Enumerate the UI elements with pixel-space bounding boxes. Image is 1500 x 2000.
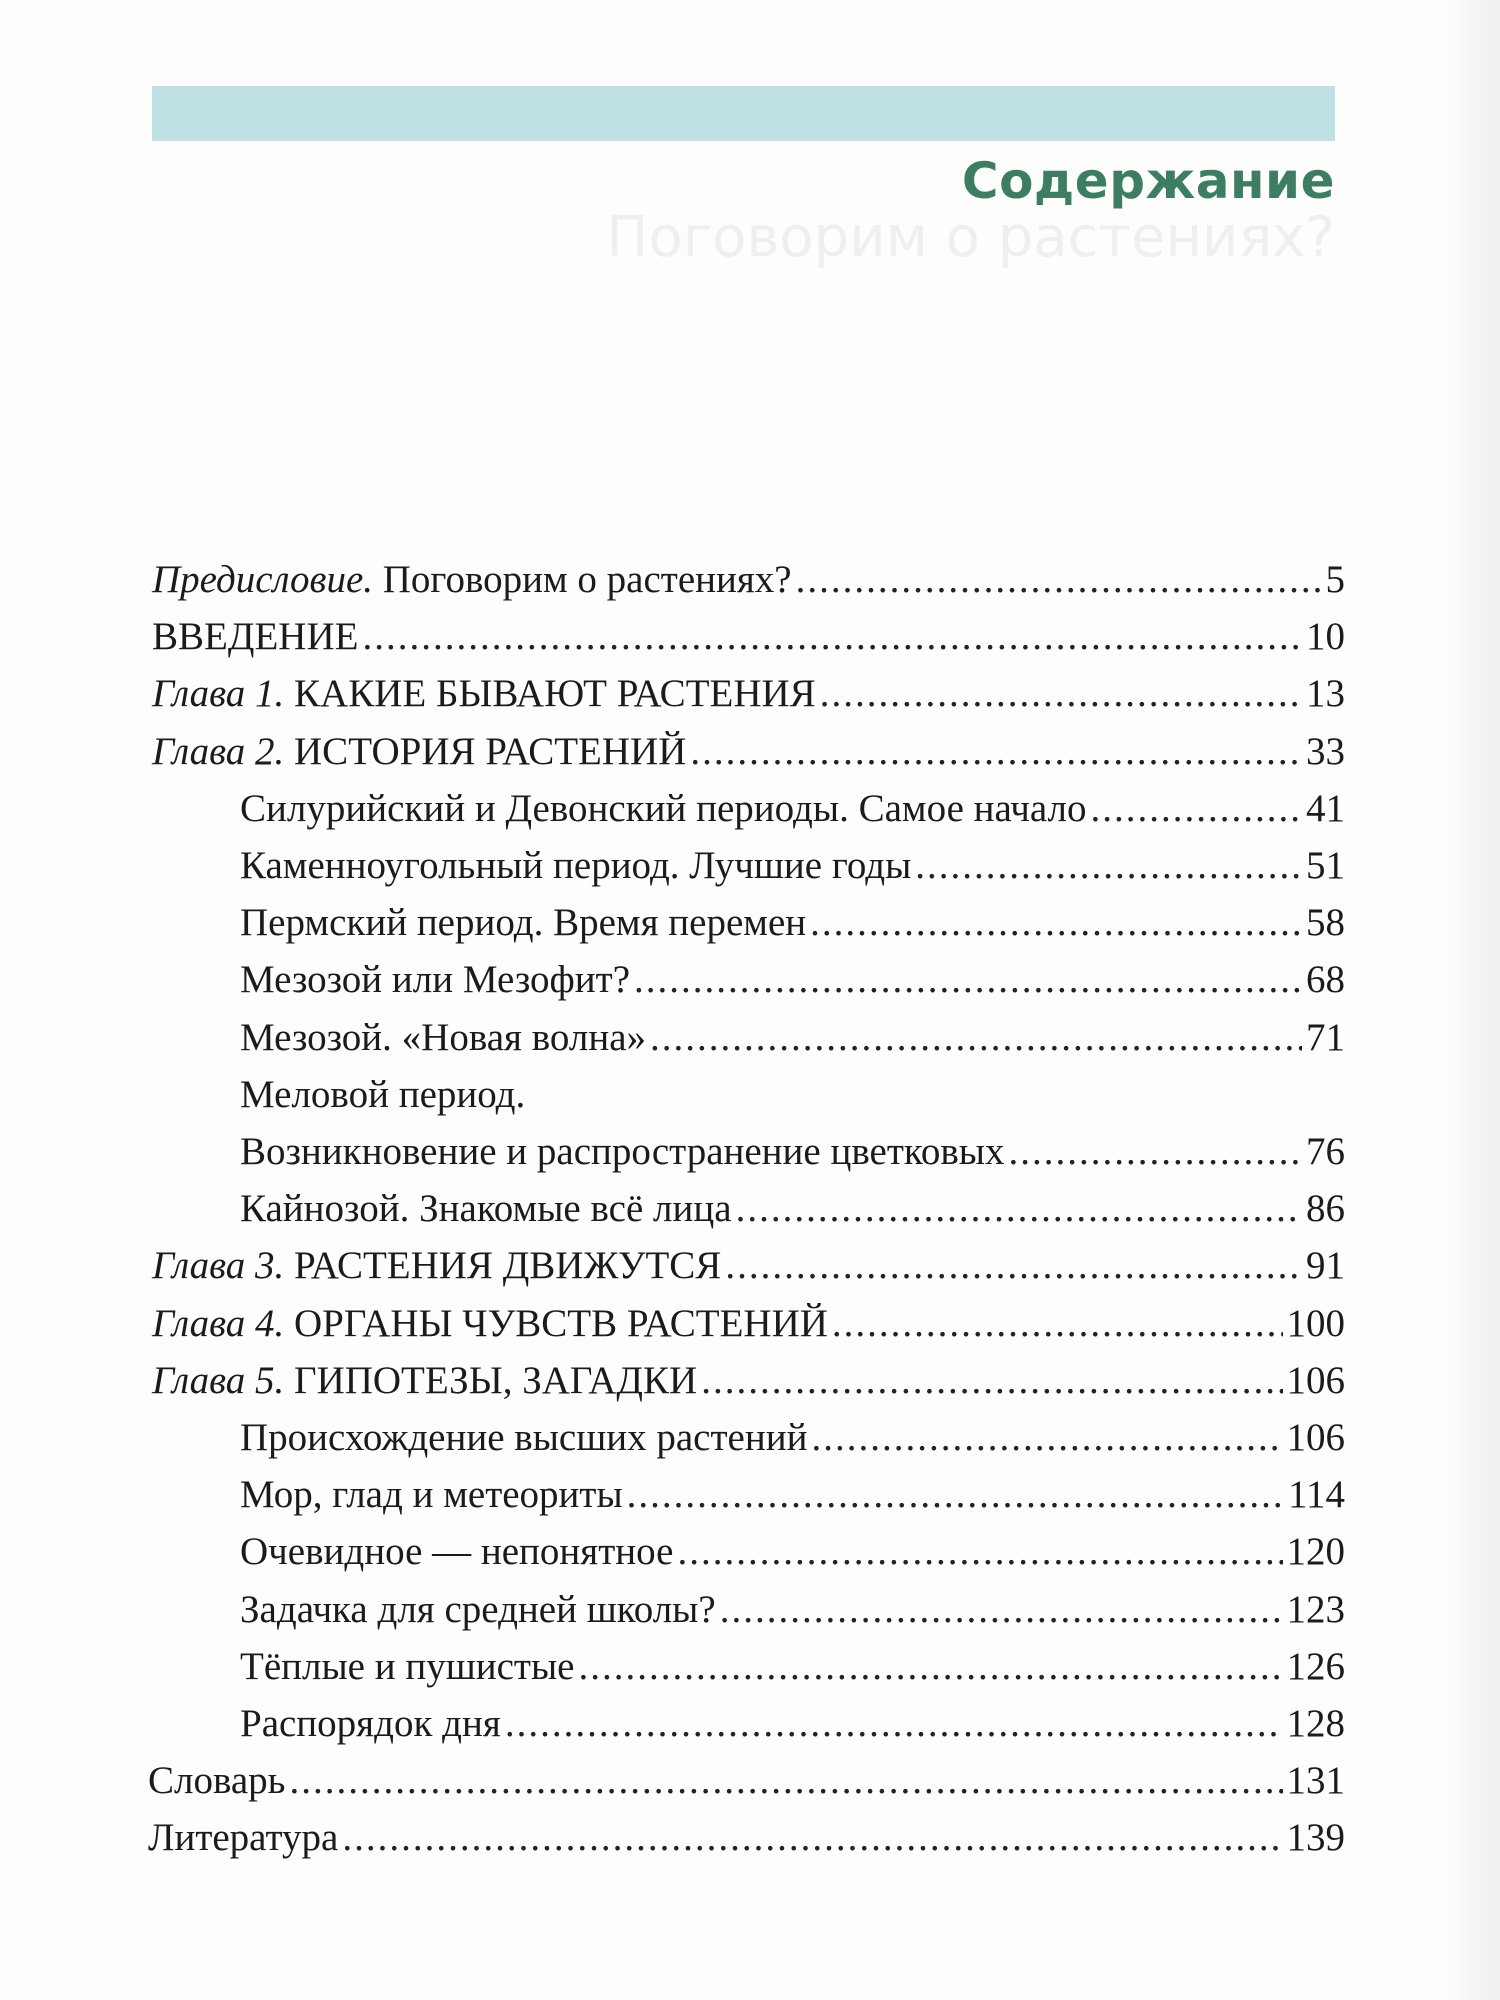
toc-entry[interactable] xyxy=(240,895,1345,951)
toc-entry[interactable] xyxy=(152,1238,1345,1294)
dot-leader xyxy=(690,724,1302,780)
toc-entry[interactable] xyxy=(240,781,1345,837)
toc-entry-title: Литература xyxy=(148,1816,339,1860)
toc-entry[interactable] xyxy=(240,1582,1345,1638)
dot-leader xyxy=(342,1810,1282,1866)
toc-entry-page-number: 58 xyxy=(1306,901,1345,945)
toc-entry-page-number: 114 xyxy=(1287,1473,1345,1517)
toc-entry-page-number: 106 xyxy=(1286,1416,1345,1459)
toc-entry-title: Мор, глад и метеориты xyxy=(240,1473,623,1517)
dot-leader xyxy=(289,1753,1282,1809)
toc-entry-prefix: Глава 2. xyxy=(152,729,285,773)
toc-entry[interactable] xyxy=(148,1810,1345,1866)
dot-leader xyxy=(796,552,1322,608)
scan-edge-shadow xyxy=(1440,0,1500,2000)
toc-entry-title: Тёплые и пушистые xyxy=(240,1644,575,1688)
dot-leader xyxy=(810,895,1302,951)
dot-leader xyxy=(725,1238,1302,1294)
toc-entry-title: Каменноугольный период. Лучшие годы xyxy=(240,844,912,887)
toc-entry-title: Очевидное — непонятное xyxy=(240,1530,674,1574)
toc-entry[interactable] xyxy=(152,666,1345,722)
header-color-band xyxy=(152,86,1335,141)
toc-entry[interactable] xyxy=(240,1124,1345,1180)
dot-leader xyxy=(720,1582,1283,1638)
dot-leader xyxy=(832,1296,1283,1352)
toc-entry-page-number: 126 xyxy=(1286,1644,1345,1688)
toc-entry-title: Пермский период. Время перемен xyxy=(240,901,807,945)
toc-entry-title: Распорядок дня xyxy=(240,1702,501,1745)
dot-leader xyxy=(1090,781,1302,837)
toc-entry-page-number: 120 xyxy=(1286,1530,1345,1574)
dot-leader xyxy=(811,1410,1282,1466)
dot-leader xyxy=(627,1467,1284,1523)
toc-entry-page-number: 86 xyxy=(1306,1187,1345,1231)
toc-entry-page-number: 106 xyxy=(1286,1358,1345,1402)
toc-entry-page-number: 5 xyxy=(1325,558,1345,601)
toc-entry[interactable] xyxy=(148,1753,1345,1809)
toc-entry-title: Меловой период. xyxy=(240,1072,526,1116)
toc-entry[interactable] xyxy=(152,552,1345,608)
toc-entry[interactable] xyxy=(152,724,1345,780)
page-title: Содержание xyxy=(961,152,1335,210)
toc-entry-title: Возникновение и распространение цветковых xyxy=(240,1130,1005,1173)
toc-entry[interactable] xyxy=(240,1410,1345,1466)
toc-entry[interactable] xyxy=(240,1524,1345,1580)
toc-entry-title: ВВЕДЕНИЕ xyxy=(152,615,359,659)
toc-entry-prefix: Предисловие. xyxy=(152,558,374,601)
toc-entry-page-number: 33 xyxy=(1306,729,1345,773)
dot-leader xyxy=(362,609,1302,665)
toc-entry-prefix: Глава 5. xyxy=(152,1358,285,1402)
toc-entry[interactable] xyxy=(152,609,1345,665)
toc-entry-page-number: 91 xyxy=(1306,1244,1345,1288)
toc-entry-title: РАСТЕНИЯ ДВИЖУТСЯ xyxy=(284,1244,722,1288)
toc-entry[interactable] xyxy=(240,1181,1345,1237)
toc-entry-title: ОРГАНЫ ЧУВСТВ РАСТЕНИЙ xyxy=(284,1301,828,1345)
toc-entry-page-number: 76 xyxy=(1306,1130,1345,1173)
dot-leader xyxy=(579,1639,1283,1695)
toc-entry[interactable] xyxy=(240,1010,1345,1066)
dot-leader xyxy=(634,952,1302,1008)
toc-entry-page-number: 13 xyxy=(1306,672,1345,716)
toc-entry-title: Поговорим о растениях? xyxy=(373,558,792,601)
toc-entry-page-number: 131 xyxy=(1286,1759,1345,1803)
toc-entry-page-number: 51 xyxy=(1306,844,1345,887)
toc-entry-title: Задачка для средней школы? xyxy=(240,1587,716,1631)
toc-entry-title: КАКИЕ БЫВАЮТ РАСТЕНИЯ xyxy=(284,672,816,716)
toc-entry-page-number: 100 xyxy=(1286,1301,1345,1345)
dot-leader xyxy=(736,1181,1302,1237)
toc-entry-title: Мезозой. «Новая волна» xyxy=(240,1015,647,1059)
dot-leader xyxy=(677,1524,1282,1580)
toc-entry-page-number: 128 xyxy=(1286,1702,1345,1745)
bleed-through-heading: Поговорим о растениях? xyxy=(606,205,1335,270)
toc-entry-title: Словарь xyxy=(148,1759,286,1803)
toc-entry[interactable] xyxy=(240,952,1345,1008)
toc-entry-title: ИСТОРИЯ РАСТЕНИЙ xyxy=(284,729,687,773)
toc-entry-title: Кайнозой. Знакомые всё лица xyxy=(240,1187,732,1231)
toc-entry[interactable] xyxy=(240,1067,1345,1123)
dot-leader xyxy=(915,838,1302,894)
toc-entry[interactable] xyxy=(240,838,1345,894)
toc-entry[interactable] xyxy=(240,1696,1345,1752)
toc-entry-page-number: 10 xyxy=(1306,615,1345,659)
toc-entry-title: Силурийский и Девонский периоды. Самое начало xyxy=(240,786,1087,830)
toc-entry[interactable] xyxy=(240,1467,1345,1523)
toc-entry-page-number: 41 xyxy=(1306,786,1345,830)
toc-entry-page-number: 68 xyxy=(1306,958,1345,1002)
toc-entry[interactable] xyxy=(240,1639,1345,1695)
toc-entry[interactable] xyxy=(152,1296,1345,1352)
dot-leader xyxy=(701,1353,1282,1409)
toc-entry-title: Мезозой или Мезофит? xyxy=(240,958,630,1002)
toc-entry-prefix: Глава 1. xyxy=(152,672,285,716)
toc-entry-prefix: Глава 3. xyxy=(152,1244,285,1288)
toc-entry-page-number: 139 xyxy=(1286,1816,1345,1860)
dot-leader xyxy=(505,1696,1283,1752)
toc-entry-page-number: 123 xyxy=(1286,1587,1345,1631)
toc-entry[interactable] xyxy=(152,1353,1345,1409)
toc-entry-page-number: 71 xyxy=(1306,1015,1345,1059)
dot-leader xyxy=(820,666,1302,722)
dot-leader xyxy=(650,1010,1302,1066)
toc-entry-title: Происхождение высших растений xyxy=(240,1416,808,1459)
dot-leader xyxy=(1008,1124,1302,1180)
toc-entry-title: ГИПОТЕЗЫ, ЗАГАДКИ xyxy=(284,1358,698,1402)
toc-entry-prefix: Глава 4. xyxy=(152,1301,285,1345)
